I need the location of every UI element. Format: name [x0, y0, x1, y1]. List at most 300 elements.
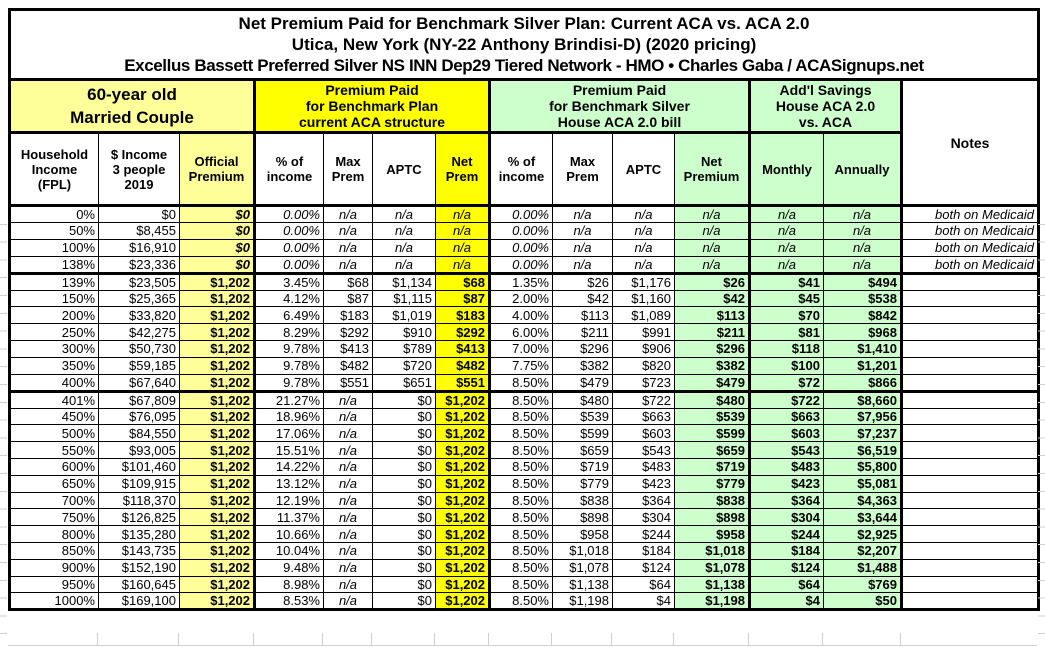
cell-aca-pct-income: 9.78% [255, 357, 324, 374]
column-header-aca-max-prem: Max Prem [324, 133, 373, 206]
cell-fpl: 450% [10, 408, 99, 425]
table-row-650% [10, 475, 1039, 492]
cell-savings-monthly: $118 [750, 340, 824, 357]
cell-aca2-max-prem: $659 [553, 442, 613, 459]
column-header-savings-monthly: Monthly [750, 133, 824, 206]
cell-aca-pct-income: 0.00% [255, 256, 324, 273]
cell-aca-aptc: $1,134 [373, 273, 436, 290]
group-header-savings: Add'l Savings House ACA 2.0 vs. ACA [750, 80, 902, 133]
cell-aca-net-prem: $1,202 [436, 492, 490, 509]
table-row-500% [10, 425, 1039, 442]
cell-official-premium: $1,202 [180, 357, 255, 374]
cell-aca2-pct-income: 8.50% [490, 576, 553, 593]
cell-aca-max-prem: n/a [324, 492, 373, 509]
cell-aca-pct-income: 3.45% [255, 273, 324, 290]
cell-aca-aptc: $0 [373, 593, 436, 610]
cell-aca2-aptc: $423 [613, 475, 675, 492]
cell-aca-max-prem: $482 [324, 357, 373, 374]
cell-aca2-net-premium: $779 [675, 475, 750, 492]
cell-aca-aptc: $0 [373, 475, 436, 492]
cell-aca2-net-premium: $1,198 [675, 593, 750, 610]
cell-aca2-max-prem: $382 [553, 357, 613, 374]
cell-fpl: 300% [10, 340, 99, 357]
cell-savings-annually: $968 [824, 324, 902, 341]
cell-aca-pct-income: 9.78% [255, 340, 324, 357]
table-row-150% [10, 290, 1039, 307]
cell-official-premium: $1,202 [180, 559, 255, 576]
cell-aca2-aptc: $244 [613, 526, 675, 543]
cell-savings-annually: $5,800 [824, 458, 902, 475]
cell-official-premium: $0 [180, 206, 255, 223]
cell-aca2-max-prem: n/a [553, 256, 613, 273]
cell-aca2-net-premium: $719 [675, 458, 750, 475]
cell-aca2-net-premium: $113 [675, 307, 750, 324]
cell-aca-max-prem: n/a [324, 256, 373, 273]
cell-income: $93,005 [99, 442, 180, 459]
cell-savings-monthly: n/a [750, 223, 824, 240]
cell-aca-pct-income: 18.96% [255, 408, 324, 425]
cell-aca2-max-prem: $779 [553, 475, 613, 492]
cell-savings-monthly: $124 [750, 559, 824, 576]
sheet-gridline-ticks-bottom [8, 633, 1037, 646]
cell-aca-aptc: n/a [373, 206, 436, 223]
cell-aca2-net-premium: $26 [675, 273, 750, 290]
cell-savings-monthly: $41 [750, 273, 824, 290]
sheet-gridline-ticks-right [1038, 207, 1045, 634]
cell-aca2-pct-income: 8.50% [490, 408, 553, 425]
cell-aca2-max-prem: $719 [553, 458, 613, 475]
cell-aca-net-prem: $1,202 [436, 593, 490, 610]
cell-savings-annually: $1,410 [824, 340, 902, 357]
cell-aca2-aptc: n/a [613, 206, 675, 223]
cell-savings-monthly: $45 [750, 290, 824, 307]
cell-aca-max-prem: n/a [324, 475, 373, 492]
cell-fpl: 900% [10, 559, 99, 576]
cell-aca2-pct-income: 0.00% [490, 256, 553, 273]
cell-aca2-pct-income: 8.50% [490, 593, 553, 610]
cell-aca2-net-premium: $659 [675, 442, 750, 459]
cell-savings-monthly: $81 [750, 324, 824, 341]
cell-aca-pct-income: 9.78% [255, 374, 324, 391]
cell-official-premium: $1,202 [180, 408, 255, 425]
cell-savings-annually: $842 [824, 307, 902, 324]
cell-aca2-pct-income: 7.00% [490, 340, 553, 357]
cell-aca2-aptc: $722 [613, 391, 675, 408]
cell-savings-annually: n/a [824, 206, 902, 223]
cell-aca2-max-prem: n/a [553, 206, 613, 223]
table-row-700% [10, 492, 1039, 509]
title-block [10, 10, 1039, 80]
cell-savings-annually: $538 [824, 290, 902, 307]
cell-income: $67,640 [99, 374, 180, 391]
cell-income: $0 [99, 206, 180, 223]
table-row-550% [10, 442, 1039, 459]
cell-aca2-net-premium: $958 [675, 526, 750, 543]
table-row-900% [10, 559, 1039, 576]
cell-income: $67,809 [99, 391, 180, 408]
cell-aca-aptc: $0 [373, 576, 436, 593]
cell-aca-pct-income: 13.12% [255, 475, 324, 492]
cell-official-premium: $1,202 [180, 290, 255, 307]
cell-aca-max-prem: n/a [324, 593, 373, 610]
cell-aca-pct-income: 8.29% [255, 324, 324, 341]
cell-note [902, 290, 1039, 307]
cell-aca-net-prem: $1,202 [436, 526, 490, 543]
cell-official-premium: $1,202 [180, 324, 255, 341]
page-subtitle2: Excellus Bassett Preferred Silver NS INN Dep29 Tiered Network - HMO • Charles Gaba / ACASignups.net [124, 56, 924, 75]
cell-aca-max-prem: n/a [324, 442, 373, 459]
cell-official-premium: $1,202 [180, 492, 255, 509]
cell-aca-max-prem: $292 [324, 324, 373, 341]
cell-aca-pct-income: 11.37% [255, 509, 324, 526]
cell-fpl: 50% [10, 223, 99, 240]
cell-aca-pct-income: 0.00% [255, 223, 324, 240]
cell-note [902, 526, 1039, 543]
cell-note [902, 408, 1039, 425]
cell-aca-max-prem: $87 [324, 290, 373, 307]
cell-aca2-max-prem: $26 [553, 273, 613, 290]
cell-aca2-aptc: $1,089 [613, 307, 675, 324]
cell-aca2-pct-income: 8.50% [490, 391, 553, 408]
table-row-600% [10, 458, 1039, 475]
cell-savings-monthly: $543 [750, 442, 824, 459]
cell-aca2-max-prem: $479 [553, 374, 613, 391]
cell-note [902, 374, 1039, 391]
cell-savings-annually: $3,644 [824, 509, 902, 526]
cell-aca-aptc: $789 [373, 340, 436, 357]
cell-income: $25,365 [99, 290, 180, 307]
cell-aca2-max-prem: $42 [553, 290, 613, 307]
cell-note [902, 273, 1039, 290]
cell-official-premium: $1,202 [180, 442, 255, 459]
cell-aca-max-prem: n/a [324, 425, 373, 442]
sheet-gridline-ticks-left [0, 207, 7, 634]
cell-fpl: 0% [10, 206, 99, 223]
cell-official-premium: $1,202 [180, 425, 255, 442]
cell-official-premium: $1,202 [180, 340, 255, 357]
cell-aca2-max-prem: $958 [553, 526, 613, 543]
cell-savings-monthly: $663 [750, 408, 824, 425]
cell-aca-pct-income: 10.66% [255, 526, 324, 543]
cell-savings-annually: $50 [824, 593, 902, 610]
cell-official-premium: $1,202 [180, 273, 255, 290]
column-header-fpl: Household Income (FPL) [10, 133, 99, 206]
cell-income: $23,336 [99, 256, 180, 273]
cell-official-premium: $1,202 [180, 576, 255, 593]
cell-aca-pct-income: 8.98% [255, 576, 324, 593]
cell-savings-annually: $7,956 [824, 408, 902, 425]
cell-aca-pct-income: 8.53% [255, 593, 324, 610]
cell-aca-max-prem: n/a [324, 391, 373, 408]
title-cell [10, 10, 1039, 80]
cell-aca2-max-prem: $1,198 [553, 593, 613, 610]
cell-aca2-net-premium: n/a [675, 206, 750, 223]
column-header-aca-net-prem: Net Prem [436, 133, 490, 206]
column-header-aca2-aptc: APTC [613, 133, 675, 206]
cell-savings-monthly: $304 [750, 509, 824, 526]
cell-aca2-max-prem: $838 [553, 492, 613, 509]
cell-income: $143,735 [99, 542, 180, 559]
cell-note [902, 425, 1039, 442]
cell-aca2-aptc: $4 [613, 593, 675, 610]
table-row-138% [10, 256, 1039, 273]
table-row-250% [10, 324, 1039, 341]
cell-income: $8,455 [99, 223, 180, 240]
column-header-notes: Notes [902, 80, 1039, 206]
cell-aca2-net-premium: $1,078 [675, 559, 750, 576]
cell-savings-monthly: n/a [750, 239, 824, 256]
cell-fpl: 600% [10, 458, 99, 475]
cell-aca2-pct-income: 8.50% [490, 509, 553, 526]
cell-aca2-aptc: $184 [613, 542, 675, 559]
cell-aca2-aptc: n/a [613, 256, 675, 273]
cell-aca-net-prem: $1,202 [436, 442, 490, 459]
cell-aca-net-prem: $1,202 [436, 576, 490, 593]
cell-fpl: 800% [10, 526, 99, 543]
cell-savings-annually: $1,488 [824, 559, 902, 576]
cell-aca2-aptc: $723 [613, 374, 675, 391]
cell-aca2-pct-income: 8.50% [490, 542, 553, 559]
cell-aca2-pct-income: 0.00% [490, 223, 553, 240]
table-row-50% [10, 223, 1039, 240]
table-row-400% [10, 374, 1039, 391]
cell-aca2-net-premium: $479 [675, 374, 750, 391]
cell-aca-net-prem: n/a [436, 223, 490, 240]
cell-savings-monthly: $64 [750, 576, 824, 593]
cell-fpl: 150% [10, 290, 99, 307]
cell-income: $33,820 [99, 307, 180, 324]
cell-aca-max-prem: n/a [324, 223, 373, 240]
table-row-1000% [10, 593, 1039, 610]
cell-fpl: 850% [10, 542, 99, 559]
cell-income: $101,460 [99, 458, 180, 475]
table-row-800% [10, 526, 1039, 543]
cell-savings-monthly: $722 [750, 391, 824, 408]
cell-note [902, 391, 1039, 408]
cell-aca-net-prem: $413 [436, 340, 490, 357]
cell-aca-net-prem: $482 [436, 357, 490, 374]
table-row-401% [10, 391, 1039, 408]
cell-fpl: 401% [10, 391, 99, 408]
cell-aca2-pct-income: 8.50% [490, 492, 553, 509]
cell-aca2-aptc: n/a [613, 239, 675, 256]
group-header-demographic: 60-year old Married Couple [10, 80, 255, 133]
cell-aca-aptc: $0 [373, 408, 436, 425]
cell-aca2-max-prem: $113 [553, 307, 613, 324]
table-row-100% [10, 239, 1039, 256]
cell-aca-aptc: n/a [373, 239, 436, 256]
cell-aca-max-prem: $183 [324, 307, 373, 324]
cell-savings-annually: n/a [824, 256, 902, 273]
cell-note: both on Medicaid [902, 223, 1039, 240]
cell-aca-max-prem: $413 [324, 340, 373, 357]
cell-aca-max-prem: n/a [324, 526, 373, 543]
cell-note [902, 559, 1039, 576]
cell-fpl: 750% [10, 509, 99, 526]
cell-aca2-net-premium: $382 [675, 357, 750, 374]
cell-official-premium: $1,202 [180, 374, 255, 391]
cell-aca2-net-premium: n/a [675, 256, 750, 273]
table-row-950% [10, 576, 1039, 593]
cell-aca2-max-prem: $539 [553, 408, 613, 425]
cell-official-premium: $1,202 [180, 391, 255, 408]
column-header-income: $ Income 3 people 2019 [99, 133, 180, 206]
cell-official-premium: $1,202 [180, 542, 255, 559]
premium-comparison-table [8, 8, 1040, 611]
cell-income: $84,550 [99, 425, 180, 442]
cell-official-premium: $1,202 [180, 475, 255, 492]
cell-official-premium: $1,202 [180, 307, 255, 324]
cell-aca2-max-prem: $211 [553, 324, 613, 341]
cell-savings-monthly: n/a [750, 256, 824, 273]
cell-savings-annually: $6,519 [824, 442, 902, 459]
cell-note [902, 324, 1039, 341]
cell-official-premium: $1,202 [180, 509, 255, 526]
cell-aca-max-prem: n/a [324, 239, 373, 256]
cell-aca2-aptc: $124 [613, 559, 675, 576]
cell-savings-monthly: $364 [750, 492, 824, 509]
cell-savings-annually: n/a [824, 223, 902, 240]
cell-note [902, 307, 1039, 324]
table-row-300% [10, 340, 1039, 357]
cell-aca2-max-prem: $898 [553, 509, 613, 526]
cell-aca-max-prem: n/a [324, 206, 373, 223]
cell-official-premium: $0 [180, 239, 255, 256]
cell-income: $135,280 [99, 526, 180, 543]
cell-aca2-pct-income: 0.00% [490, 206, 553, 223]
cell-aca-net-prem: $87 [436, 290, 490, 307]
cell-savings-monthly: $70 [750, 307, 824, 324]
cell-aca2-aptc: $304 [613, 509, 675, 526]
cell-savings-annually: $4,363 [824, 492, 902, 509]
cell-income: $23,505 [99, 273, 180, 290]
cell-aca2-pct-income: 1.35% [490, 273, 553, 290]
cell-official-premium: $1,202 [180, 593, 255, 610]
cell-aca-aptc: $0 [373, 526, 436, 543]
cell-aca2-pct-income: 8.50% [490, 526, 553, 543]
cell-savings-annually: $5,081 [824, 475, 902, 492]
cell-income: $109,915 [99, 475, 180, 492]
cell-aca2-net-premium: $1,138 [675, 576, 750, 593]
cell-aca2-max-prem: $1,138 [553, 576, 613, 593]
cell-aca-net-prem: $1,202 [436, 509, 490, 526]
table-row-0% [10, 206, 1039, 223]
cell-fpl: 100% [10, 239, 99, 256]
cell-aca2-pct-income: 8.50% [490, 425, 553, 442]
cell-aca2-net-premium: $539 [675, 408, 750, 425]
cell-income: $118,370 [99, 492, 180, 509]
cell-aca2-aptc: $64 [613, 576, 675, 593]
cell-aca2-max-prem: n/a [553, 239, 613, 256]
cell-note [902, 509, 1039, 526]
cell-official-premium: $0 [180, 223, 255, 240]
cell-aca2-aptc: $663 [613, 408, 675, 425]
cell-fpl: 950% [10, 576, 99, 593]
cell-fpl: 139% [10, 273, 99, 290]
column-header-aca2-max-prem: Max Prem [553, 133, 613, 206]
cell-savings-annually: $7,237 [824, 425, 902, 442]
cell-income: $42,275 [99, 324, 180, 341]
cell-savings-monthly: $423 [750, 475, 824, 492]
cell-aca-pct-income: 0.00% [255, 206, 324, 223]
cell-fpl: 400% [10, 374, 99, 391]
cell-savings-annually: $769 [824, 576, 902, 593]
table-row-350% [10, 357, 1039, 374]
cell-aca-aptc: n/a [373, 256, 436, 273]
column-header-aca-pct-income: % of income [255, 133, 324, 206]
spreadsheet-table [8, 8, 1037, 611]
cell-aca2-net-premium: $480 [675, 391, 750, 408]
cell-savings-annually: n/a [824, 239, 902, 256]
cell-aca-net-prem: n/a [436, 239, 490, 256]
cell-note [902, 442, 1039, 459]
cell-aca-max-prem: n/a [324, 408, 373, 425]
column-header-aca2-net-premium: Net Premium [675, 133, 750, 206]
cell-aca-aptc: $0 [373, 542, 436, 559]
cell-aca-net-prem: $1,202 [436, 458, 490, 475]
column-header-aca2-pct-income: % of income [490, 133, 553, 206]
cell-savings-annually: $8,660 [824, 391, 902, 408]
cell-savings-annually: $866 [824, 374, 902, 391]
cell-aca-aptc: $1,019 [373, 307, 436, 324]
table-row-139% [10, 273, 1039, 290]
page-title: Net Premium Paid for Benchmark Silver Plan: Current ACA vs. ACA 2.0 [238, 14, 810, 33]
cell-fpl: 350% [10, 357, 99, 374]
cell-savings-annually: $1,201 [824, 357, 902, 374]
cell-aca2-net-premium: $211 [675, 324, 750, 341]
cell-aca-aptc: $0 [373, 458, 436, 475]
cell-aca-pct-income: 0.00% [255, 239, 324, 256]
cell-savings-annually: $2,925 [824, 526, 902, 543]
cell-fpl: 200% [10, 307, 99, 324]
cell-aca2-pct-income: 8.50% [490, 458, 553, 475]
cell-aca2-net-premium: $898 [675, 509, 750, 526]
cell-aca2-aptc: $1,176 [613, 273, 675, 290]
cell-aca-pct-income: 9.48% [255, 559, 324, 576]
cell-aca2-pct-income: 8.50% [490, 442, 553, 459]
cell-aca-pct-income: 12.19% [255, 492, 324, 509]
cell-aca-aptc: n/a [373, 223, 436, 240]
cell-aca-net-prem: $68 [436, 273, 490, 290]
cell-income: $16,910 [99, 239, 180, 256]
cell-aca-net-prem: $1,202 [436, 542, 490, 559]
cell-aca2-pct-income: 7.75% [490, 357, 553, 374]
cell-aca2-max-prem: $1,078 [553, 559, 613, 576]
cell-aca-pct-income: 14.22% [255, 458, 324, 475]
cell-income: $152,190 [99, 559, 180, 576]
cell-aca-max-prem: n/a [324, 559, 373, 576]
cell-note: both on Medicaid [902, 239, 1039, 256]
cell-note [902, 593, 1039, 610]
cell-aca-pct-income: 17.06% [255, 425, 324, 442]
cell-aca-aptc: $0 [373, 559, 436, 576]
cell-fpl: 1000% [10, 593, 99, 610]
cell-note [902, 542, 1039, 559]
cell-aca2-aptc: $820 [613, 357, 675, 374]
cell-aca-max-prem: $68 [324, 273, 373, 290]
cell-aca2-max-prem: $1,018 [553, 542, 613, 559]
group-header-aca2: Premium Paid for Benchmark Silver House ACA 2.0 bill [490, 80, 750, 133]
table-row-200% [10, 307, 1039, 324]
cell-aca2-max-prem: $599 [553, 425, 613, 442]
table-row-750% [10, 509, 1039, 526]
cell-income: $126,825 [99, 509, 180, 526]
cell-aca2-aptc: $603 [613, 425, 675, 442]
cell-aca2-aptc: $991 [613, 324, 675, 341]
cell-savings-monthly: $100 [750, 357, 824, 374]
cell-income: $160,645 [99, 576, 180, 593]
cell-aca2-aptc: $906 [613, 340, 675, 357]
